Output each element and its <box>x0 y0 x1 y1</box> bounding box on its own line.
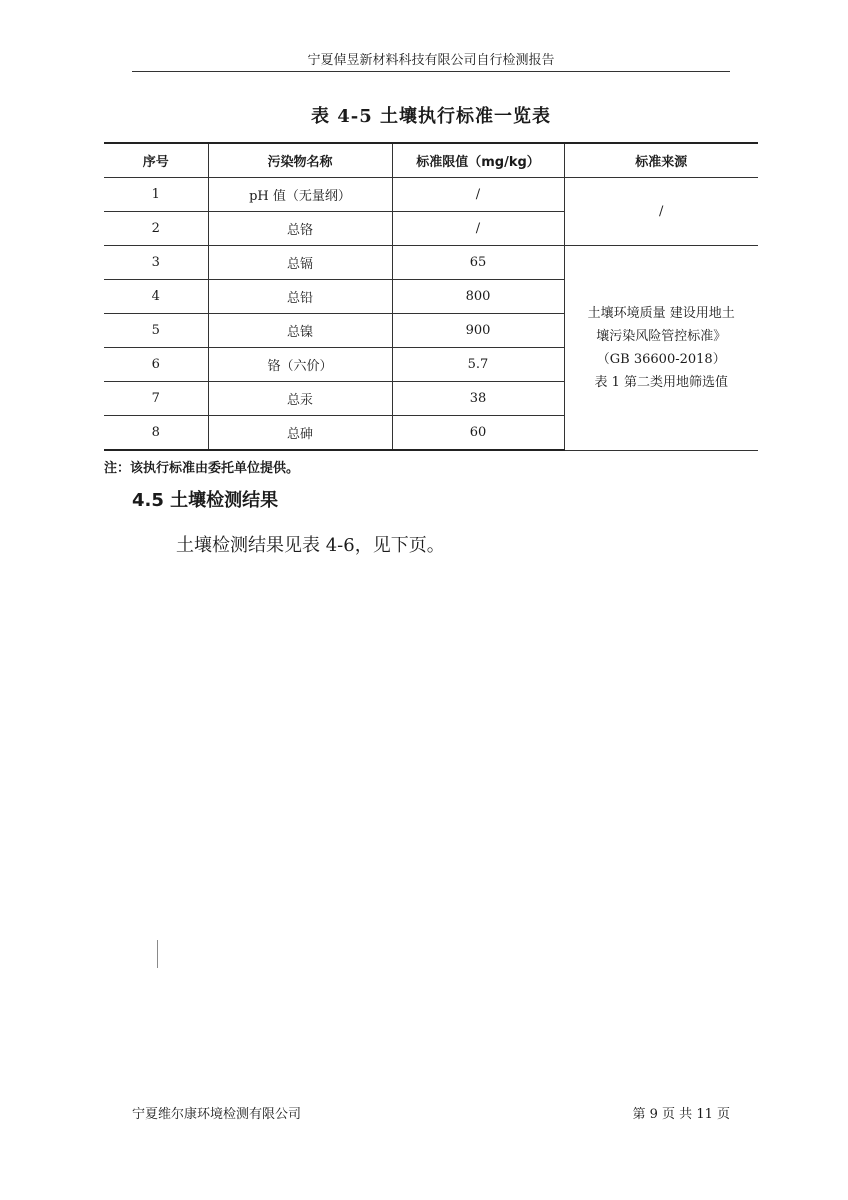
section-heading: 4.5 土壤检测结果 <box>132 490 279 511</box>
pollutant-name: pH 值（无量纲） <box>208 178 392 212</box>
column-header-no: 序号 <box>104 143 208 178</box>
table-caption: 表 4-5 土壤执行标准一览表 <box>310 106 552 127</box>
source-line: 土壤环境质量 建设用地土 <box>587 305 735 321</box>
table-header-row <box>104 143 758 178</box>
row-number: 2 <box>104 212 208 246</box>
pollutant-name: 总镍 <box>208 314 392 348</box>
page-header-title: 宁夏倬昱新材料科技有限公司自行检测报告 <box>307 53 555 68</box>
standard-source-cell <box>564 246 758 451</box>
limit-value: 38 <box>392 382 564 416</box>
source-line: 壤污染风险管控标准》 <box>596 328 727 344</box>
footer-company: 宁夏维尔康环境检测有限公司 <box>132 1107 302 1122</box>
row-number: 4 <box>104 280 208 314</box>
standard-source-cell: / <box>564 178 758 246</box>
limit-value: / <box>392 212 564 246</box>
row-number: 6 <box>104 348 208 382</box>
table-row <box>104 178 758 212</box>
pollutant-name: 总汞 <box>208 382 392 416</box>
column-header-source: 标准来源 <box>564 143 758 178</box>
limit-value: 60 <box>392 416 564 451</box>
soil-standards-table <box>104 142 758 451</box>
pollutant-name: 总砷 <box>208 416 392 451</box>
column-header-pollutant: 污染物名称 <box>208 143 392 178</box>
limit-value: 65 <box>392 246 564 280</box>
row-number: 8 <box>104 416 208 451</box>
pollutant-name: 总镉 <box>208 246 392 280</box>
pollutant-name: 铬（六价） <box>208 348 392 382</box>
source-line: （GB 36600-2018） <box>596 351 726 367</box>
limit-value: / <box>392 178 564 212</box>
table-row <box>104 246 758 280</box>
scan-artifact-mark <box>157 940 158 968</box>
table-note: 注：该执行标准由委托单位提供。 <box>104 461 300 476</box>
section-body-text: 土壤检测结果见表 4-6，见下页。 <box>176 535 445 556</box>
source-line: 表 1 第二类用地筛选值 <box>594 374 729 390</box>
pollutant-name: 总铅 <box>208 280 392 314</box>
limit-value: 800 <box>392 280 564 314</box>
row-number: 3 <box>104 246 208 280</box>
pollutant-name: 总铬 <box>208 212 392 246</box>
header-divider <box>132 71 730 72</box>
footer-page-number: 第 9 页 共 11 页 <box>632 1107 730 1122</box>
column-header-limit: 标准限值（mg/kg） <box>392 143 564 178</box>
limit-value: 900 <box>392 314 564 348</box>
limit-value: 5.7 <box>392 348 564 382</box>
row-number: 1 <box>104 178 208 212</box>
row-number: 5 <box>104 314 208 348</box>
row-number: 7 <box>104 382 208 416</box>
standard-source-text <box>565 302 759 394</box>
